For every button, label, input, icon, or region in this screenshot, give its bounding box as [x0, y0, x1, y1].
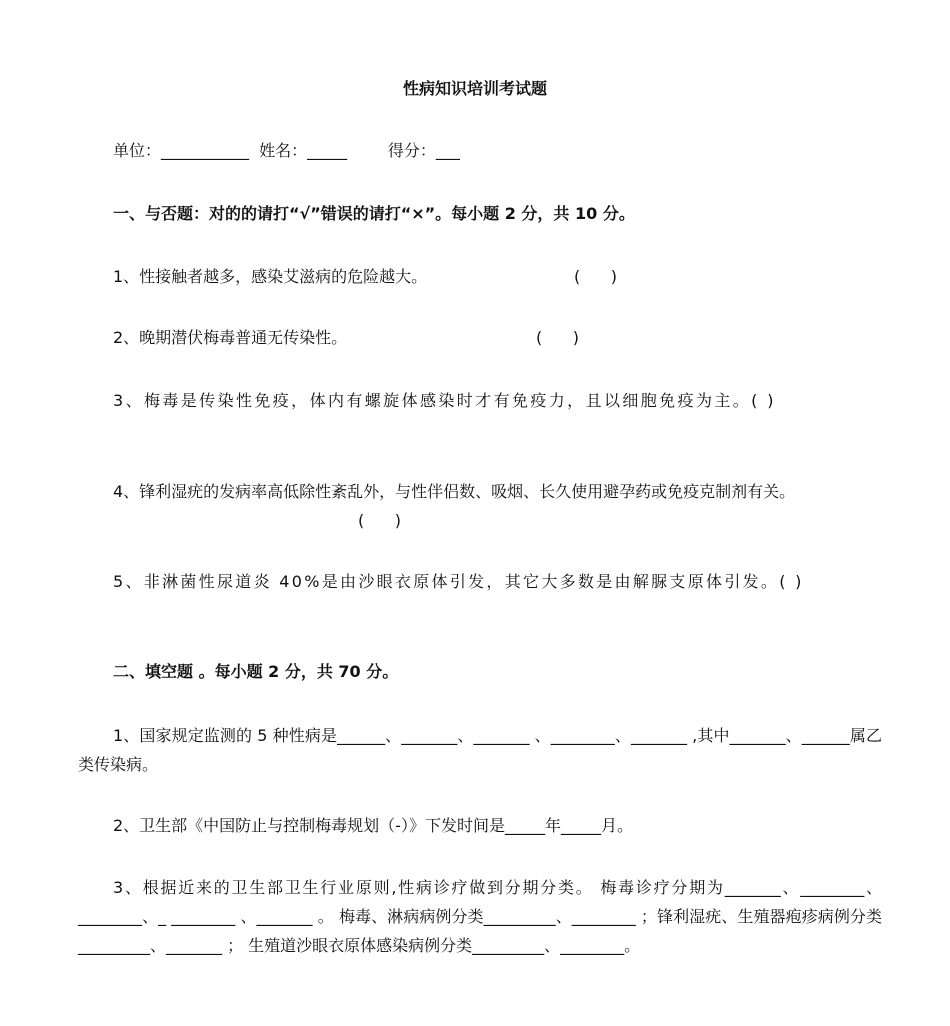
section2-heading: 二、填空题 。每小题 2 分，共 70 分。	[113, 662, 399, 681]
question-5: 5、非淋菌性尿道炎 40%是由沙眼衣原体引发，其它大多数是由解脲支原体引发。( )	[113, 572, 804, 591]
fill-question-2: 2、卫生部《中国防止与控制梅毒规划（-）》下发时间是_____年_____月。	[113, 816, 633, 835]
answer-bracket-2: ( )	[536, 328, 579, 347]
question-1: 1、性接触者越多，感染艾滋病的危险越大。	[113, 267, 428, 286]
section1-heading: 一、与否题：对的的请打“√”错误的请打“×”。每小题 2 分，共 10 分。	[113, 204, 635, 223]
fill-question-1: 1、国家规定监测的 5 种性病是______、_______、_______ 、________、_______ ,其中_______、______属乙类传染病。	[78, 726, 882, 774]
question-3: 3、梅毒是传染性免疫，体内有螺旋体感染时才有免疫力，且以细胞免疫为主。( )	[113, 391, 776, 410]
fill-question-3: 3、根据近来的卫生部卫生行业原则,性病诊疗做到分期分类。 梅毒诊疗分期为_______、________、________、_ ________ 、_______ 。 梅毒、淋病病例分类_________、________ ；锋利湿疣、生殖器疱疹病例分类_________、_______ ； 生殖道沙眼衣原体感染病例分类_________、________。	[78, 878, 882, 955]
answer-bracket-1: ( )	[574, 267, 617, 286]
answer-bracket-4: ( )	[358, 511, 401, 530]
page-title: 性病知识培训考试题	[402, 79, 547, 98]
question-2: 2、晚期潜伏梅毒普通无传染性。	[113, 328, 348, 347]
question-4: 4、锋利湿疣的发病率高低除性紊乱外，与性伴侣数、吸烟、长久使用避孕药或免疫克制剂有关。	[113, 482, 796, 501]
info-line: 单位：___________ 姓名：_____ 得分：___	[113, 141, 460, 160]
